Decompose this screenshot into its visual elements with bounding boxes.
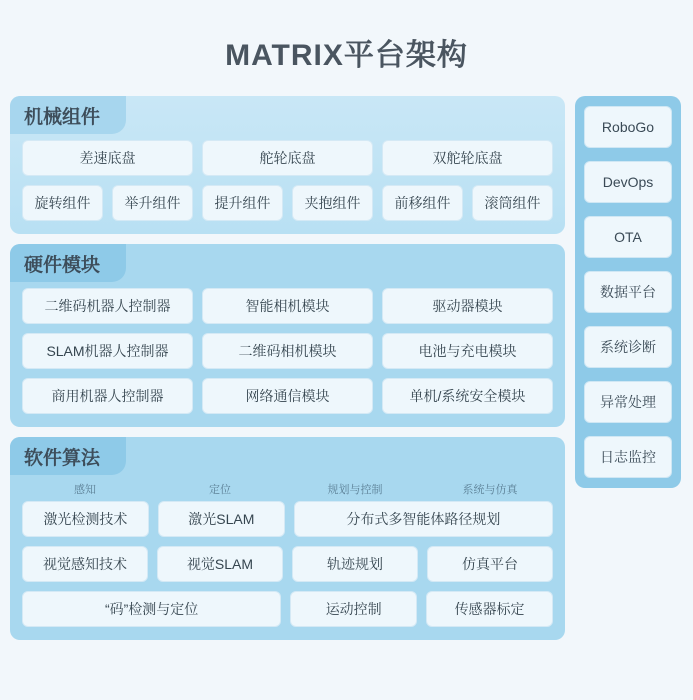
software-item[interactable]: “码”检测与定位	[22, 591, 281, 627]
software-sublabel: 系统与仿真	[462, 484, 518, 496]
hardware-item[interactable]: 二维码机器人控制器	[22, 288, 193, 324]
hardware-item[interactable]: 驱动器模块	[382, 288, 553, 324]
software-sublabel: 规划与控制	[327, 484, 383, 496]
software-row-2	[22, 546, 553, 582]
software-item[interactable]: 视觉SLAM	[157, 546, 283, 582]
mechanical-row-2	[22, 185, 553, 221]
platform-service-item[interactable]: 系统诊断	[584, 326, 672, 368]
software-item[interactable]: 运动控制	[290, 591, 417, 627]
hardware-row-3	[22, 378, 553, 414]
mechanical-item[interactable]: 双舵轮底盘	[382, 140, 553, 176]
mechanical-item[interactable]: 舵轮底盘	[202, 140, 373, 176]
software-sublabel: 定位	[209, 484, 231, 496]
diagram-body	[0, 96, 693, 640]
section-mechanical-heading: 机械组件	[10, 96, 126, 134]
hardware-item[interactable]: 商用机器人控制器	[22, 378, 193, 414]
platform-service-item[interactable]: 异常处理	[584, 381, 672, 423]
mechanical-item[interactable]: 差速底盘	[22, 140, 193, 176]
software-row-1	[22, 501, 553, 537]
platform-services-column	[575, 96, 681, 488]
mechanical-item[interactable]: 提升组件	[202, 185, 283, 221]
software-sublabel: 感知	[74, 484, 96, 496]
software-sublabels	[22, 481, 553, 497]
mechanical-row-1	[22, 140, 553, 176]
mechanical-item[interactable]: 前移组件	[382, 185, 463, 221]
mechanical-item[interactable]: 滚筒组件	[472, 185, 553, 221]
section-software-heading: 软件算法	[10, 437, 126, 475]
hardware-item[interactable]: 网络通信模块	[202, 378, 373, 414]
software-item[interactable]: 仿真平台	[427, 546, 553, 582]
platform-service-item[interactable]: OTA	[584, 216, 672, 258]
hardware-item[interactable]: 二维码相机模块	[202, 333, 373, 369]
platform-service-item[interactable]: 数据平台	[584, 271, 672, 313]
section-hardware	[10, 244, 565, 427]
section-software	[10, 437, 565, 640]
section-mechanical	[10, 96, 565, 234]
hardware-item[interactable]: SLAM机器人控制器	[22, 333, 193, 369]
hardware-item[interactable]: 单机/系统安全模块	[382, 378, 553, 414]
mechanical-item[interactable]: 旋转组件	[22, 185, 103, 221]
hardware-row-1	[22, 288, 553, 324]
software-item[interactable]: 激光SLAM	[158, 501, 285, 537]
hardware-item[interactable]: 智能相机模块	[202, 288, 373, 324]
mechanical-item[interactable]: 举升组件	[112, 185, 193, 221]
software-row-3	[22, 591, 553, 627]
left-column	[10, 96, 565, 640]
software-item[interactable]: 分布式多智能体路径规划	[294, 501, 553, 537]
page-title: MATRIX平台架构	[225, 39, 468, 72]
hardware-row-2	[22, 333, 553, 369]
platform-service-item[interactable]: DevOps	[584, 161, 672, 203]
mechanical-item[interactable]: 夹抱组件	[292, 185, 373, 221]
software-item[interactable]: 激光检测技术	[22, 501, 149, 537]
software-item[interactable]: 视觉感知技术	[22, 546, 148, 582]
section-hardware-heading: 硬件模块	[10, 244, 126, 282]
platform-service-item[interactable]: 日志监控	[584, 436, 672, 478]
software-item[interactable]: 轨迹规划	[292, 546, 418, 582]
platform-service-item[interactable]: RoboGo	[584, 106, 672, 148]
software-item[interactable]: 传感器标定	[426, 591, 553, 627]
hardware-item[interactable]: 电池与充电模块	[382, 333, 553, 369]
